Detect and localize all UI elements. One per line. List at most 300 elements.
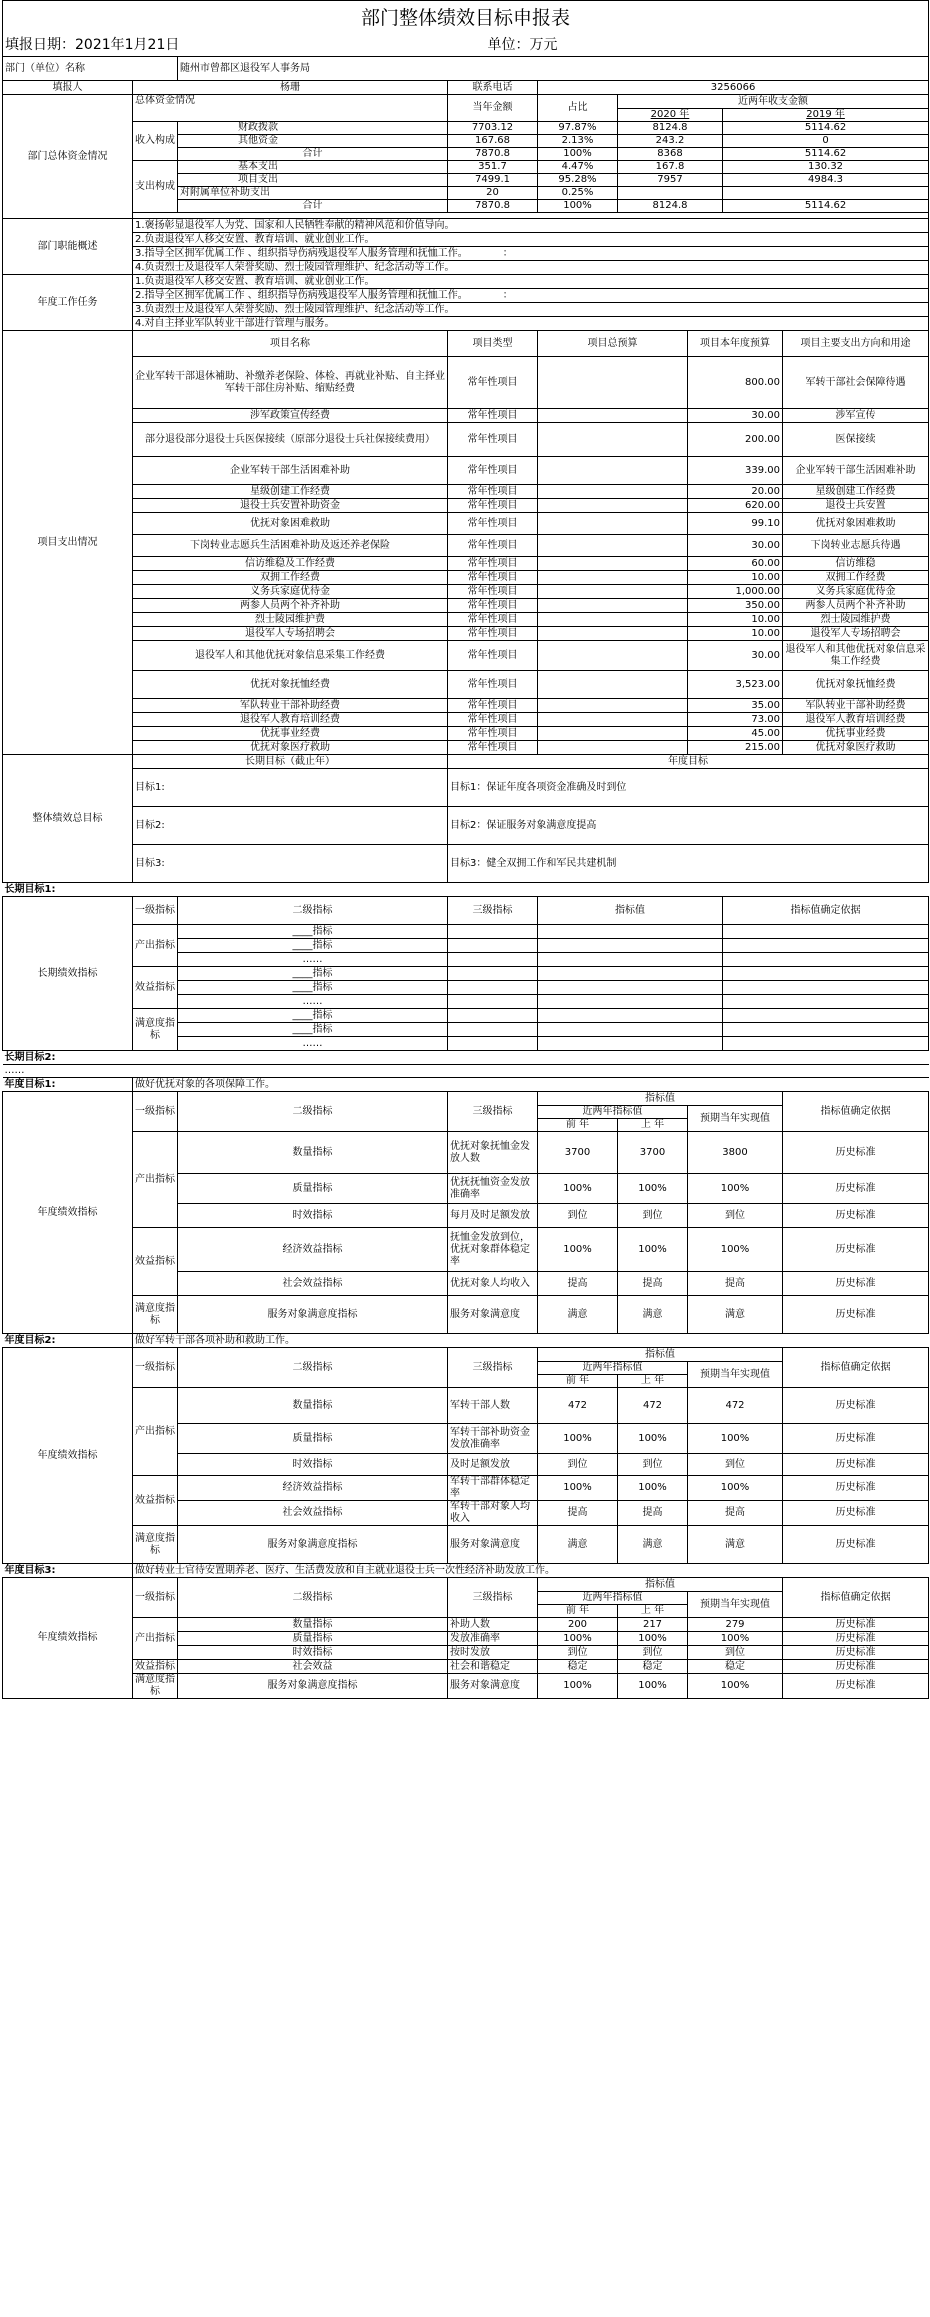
table-cell (538, 925, 723, 939)
duty-row (3, 233, 929, 247)
project-budget: 30.00 (688, 641, 783, 671)
an-level2: 社会效益指标 (178, 1501, 448, 1526)
project-total (538, 357, 688, 409)
project-use: 退役士兵安置 (783, 499, 929, 513)
overall-row (3, 769, 929, 807)
fund-item-name: 合计 (178, 148, 448, 161)
project-budget: 99.10 (688, 513, 783, 535)
an-prev: 100% (538, 1174, 618, 1204)
an-level2: 服务对象满意度指标 (178, 1526, 448, 1564)
an-prev: 100% (538, 1674, 618, 1699)
fund-2019: 5114.62 (723, 148, 929, 161)
an-h-val: 指标值 (538, 1092, 783, 1106)
lt-level2: ____指标 (178, 981, 448, 995)
an-level3: 抚恤金发放到位，优抚对象群体稳定率 (448, 1228, 538, 1272)
project-type: 常年性项目 (448, 499, 538, 513)
lt-row (3, 1009, 929, 1023)
an-level2: 时效指标 (178, 1646, 448, 1660)
fund-cur: 7870.8 (448, 148, 538, 161)
phone-value: 3256066 (538, 81, 929, 95)
project-use: 双拥工作经费 (783, 571, 929, 585)
project-use: 优抚事业经费 (783, 727, 929, 741)
project-row (3, 513, 929, 535)
lt-level2: ____指标 (178, 939, 448, 953)
an-basis: 历史标准 (783, 1476, 929, 1501)
fund-ratio: 100% (538, 148, 618, 161)
an-h-expect: 预期当年实现值 (688, 1592, 783, 1618)
an-level1: 满意度指标 (133, 1674, 178, 1699)
an-level3: 每月及时足额发放 (448, 1204, 538, 1228)
table-cell (723, 1009, 929, 1023)
table-cell (723, 1037, 929, 1051)
fund-2020: 7957 (618, 174, 723, 187)
longterm-title-2: 长期目标2: (3, 1051, 929, 1065)
table-row (3, 81, 929, 95)
report-table (2, 0, 929, 1699)
project-name: 部分退役部分退役士兵医保接续（原部分退役士兵社保接续费用） (133, 423, 448, 457)
table-row (3, 95, 929, 109)
an-h-recent: 近两年指标值 (538, 1106, 688, 1119)
project-row (3, 571, 929, 585)
project-row (3, 535, 929, 557)
an-expect: 稳定 (688, 1660, 783, 1674)
project-row (3, 741, 929, 755)
an-h-val: 指标值 (538, 1578, 783, 1592)
an-level1: 产出指标 (133, 1618, 178, 1660)
project-name: 星级创建工作经费 (133, 485, 448, 499)
an-h-prev: 前 年 (538, 1605, 618, 1618)
an-level3: 社会和谐稳定 (448, 1660, 538, 1674)
an-prev: 到位 (538, 1454, 618, 1476)
an-level3: 按时发放 (448, 1646, 538, 1660)
table-cell (723, 953, 929, 967)
fund-cur: 167.68 (448, 135, 538, 148)
an-h-l2: 二级指标 (178, 1348, 448, 1388)
fund-2019: 0 (723, 135, 929, 148)
project-row (3, 557, 929, 571)
project-name: 下岗转业志愿兵生活困难补助及返还养老保险 (133, 535, 448, 557)
fund-item-name: 财政拨款 (178, 122, 448, 135)
project-use: 义务兵家庭优待金 (783, 585, 929, 599)
an-last: 3700 (618, 1132, 688, 1174)
an-basis: 历史标准 (783, 1632, 929, 1646)
project-row (3, 627, 929, 641)
project-row (3, 457, 929, 485)
year-2019: 2019 年 (723, 109, 929, 122)
annual-title-row (3, 1078, 929, 1092)
fund-2019: 5114.62 (723, 122, 929, 135)
annual-row (3, 1476, 929, 1501)
an-expect: 100% (688, 1632, 783, 1646)
table-cell (538, 1037, 723, 1051)
an-h-l2: 二级指标 (178, 1092, 448, 1132)
annual-goal-desc: 做好优抚对象的各项保障工作。 (133, 1078, 929, 1092)
an-basis: 历史标准 (783, 1674, 929, 1699)
fund-cur: 7870.8 (448, 200, 538, 213)
project-row (3, 599, 929, 613)
overall-annual-header: 年度目标 (448, 755, 929, 769)
projects-label: 项目支出情况 (3, 331, 133, 755)
project-row (3, 699, 929, 713)
project-budget: 35.00 (688, 699, 783, 713)
lt-sat: 满意度指标 (133, 1009, 178, 1051)
an-prev: 满意 (538, 1526, 618, 1564)
project-type: 常年性项目 (448, 627, 538, 641)
proj-h-total: 项目总预算 (538, 331, 688, 357)
fund-2020: 243.2 (618, 135, 723, 148)
project-use: 退役军人教育培训经费 (783, 713, 929, 727)
an-last: 到位 (618, 1454, 688, 1476)
project-budget: 620.00 (688, 499, 783, 513)
longterm-dots: …… (3, 1065, 929, 1078)
an-level1: 效益指标 (133, 1476, 178, 1526)
an-prev: 稳定 (538, 1660, 618, 1674)
an-basis: 历史标准 (783, 1454, 929, 1476)
filler-label: 填报人 (3, 81, 133, 95)
overall-long-goal: 目标2: (133, 807, 448, 845)
an-h-l3: 三级指标 (448, 1348, 538, 1388)
funds-section-label: 部门总体资金情况 (3, 95, 133, 219)
project-type: 常年性项目 (448, 585, 538, 599)
an-expect: 100% (688, 1174, 783, 1204)
an-level1: 产出指标 (133, 1132, 178, 1228)
lt-row (3, 967, 929, 981)
project-total (538, 513, 688, 535)
project-name: 双拥工作经费 (133, 571, 448, 585)
table-row (3, 1065, 929, 1078)
project-name: 退役军人和其他优抚对象信息采集工作经费 (133, 641, 448, 671)
table-cell (448, 995, 538, 1009)
an-level2: 质量指标 (178, 1424, 448, 1454)
project-name: 军队转业干部补助经费 (133, 699, 448, 713)
lt-level2: …… (178, 1037, 448, 1051)
an-expect: 到位 (688, 1454, 783, 1476)
fund-item-name: 合计 (178, 200, 448, 213)
an-prev: 满意 (538, 1296, 618, 1334)
project-row (3, 423, 929, 457)
annual-label: 年度绩效指标 (3, 1578, 133, 1699)
project-total (538, 741, 688, 755)
an-h-l1: 一级指标 (133, 1578, 178, 1618)
lt-eff: 效益指标 (133, 967, 178, 1009)
fund-item-name: 项目支出 (178, 174, 448, 187)
longterm-title-1: 长期目标1: (3, 883, 929, 897)
an-level2: 质量指标 (178, 1632, 448, 1646)
fund-row (3, 122, 929, 135)
an-prev: 到位 (538, 1204, 618, 1228)
project-name: 优抚对象困难救助 (133, 513, 448, 535)
lt-out: 产出指标 (133, 925, 178, 967)
duties-label: 部门职能概述 (3, 219, 133, 275)
an-level3: 优抚对象抚恤金发放人数 (448, 1132, 538, 1174)
fund-ratio: 0.25% (538, 187, 618, 200)
an-basis: 历史标准 (783, 1296, 929, 1334)
an-basis: 历史标准 (783, 1132, 929, 1174)
project-use: 企业军转干部生活困难补助 (783, 457, 929, 485)
duty-item: 2.负责退役军人移交安置、教育培训、就业创业工作。 (133, 233, 929, 247)
fund-2019 (723, 187, 929, 200)
project-use: 退役军人和其他优抚对象信息采集工作经费 (783, 641, 929, 671)
annual-row (3, 1132, 929, 1174)
an-level3: 军转干部补助资金发放准确率 (448, 1424, 538, 1454)
annual-row (3, 1228, 929, 1272)
an-level3: 发放准确率 (448, 1632, 538, 1646)
tasks-label: 年度工作任务 (3, 275, 133, 331)
project-budget: 3,523.00 (688, 671, 783, 699)
project-budget: 800.00 (688, 357, 783, 409)
longterm-label: 长期绩效指标 (3, 897, 133, 1051)
an-last: 100% (618, 1476, 688, 1501)
project-use: 医保接续 (783, 423, 929, 457)
income-label: 收入构成 (133, 122, 178, 161)
an-h-recent: 近两年指标值 (538, 1362, 688, 1375)
project-type: 常年性项目 (448, 557, 538, 571)
an-level3: 军转干部人数 (448, 1388, 538, 1424)
an-basis: 历史标准 (783, 1204, 929, 1228)
project-row (3, 613, 929, 627)
annual-row (3, 1618, 929, 1632)
fund-ratio: 95.28% (538, 174, 618, 187)
project-use: 优抚对象医疗救助 (783, 741, 929, 755)
project-budget: 73.00 (688, 713, 783, 727)
project-type: 常年性项目 (448, 485, 538, 499)
an-level3: 服务对象满意度 (448, 1526, 538, 1564)
project-name: 优抚对象医疗救助 (133, 741, 448, 755)
fund-ratio: 2.13% (538, 135, 618, 148)
table-cell (723, 995, 929, 1009)
an-last: 100% (618, 1674, 688, 1699)
project-total (538, 599, 688, 613)
fund-2020 (618, 187, 723, 200)
overall-annual-goal: 目标1：保证年度各项资金准确及时到位 (448, 769, 929, 807)
fund-item-name: 对附属单位补助支出 (178, 187, 448, 200)
fund-2020: 8124.8 (618, 200, 723, 213)
an-last: 100% (618, 1632, 688, 1646)
an-h-l1: 一级指标 (133, 1092, 178, 1132)
project-total (538, 485, 688, 499)
project-type: 常年性项目 (448, 641, 538, 671)
project-total (538, 699, 688, 713)
an-expect: 100% (688, 1674, 783, 1699)
an-prev: 3700 (538, 1132, 618, 1174)
fund-ratio: 100% (538, 200, 618, 213)
an-h-l2: 二级指标 (178, 1578, 448, 1618)
table-cell (723, 1023, 929, 1037)
an-level2: 经济效益指标 (178, 1228, 448, 1272)
project-budget: 10.00 (688, 627, 783, 641)
project-budget: 215.00 (688, 741, 783, 755)
an-h-last: 上 年 (618, 1375, 688, 1388)
fund-2020: 8124.8 (618, 122, 723, 135)
annual-goal-title: 年度目标2: (3, 1334, 133, 1348)
duty-item: 1.褒扬彰显退役军人为党、国家和人民牺牲奉献的精神风范和价值导向。 (133, 219, 929, 233)
project-row (3, 499, 929, 513)
project-budget: 339.00 (688, 457, 783, 485)
overall-long-header: 长期目标（截止年） (133, 755, 448, 769)
an-prev: 472 (538, 1388, 618, 1424)
table-row (3, 897, 929, 925)
an-basis: 历史标准 (783, 1228, 929, 1272)
overall-row (3, 845, 929, 883)
fund-item-name: 基本支出 (178, 161, 448, 174)
fund-cur: 20 (448, 187, 538, 200)
project-row (3, 641, 929, 671)
an-prev: 提高 (538, 1501, 618, 1526)
table-cell (448, 981, 538, 995)
project-total (538, 571, 688, 585)
table-cell (723, 939, 929, 953)
fund-cur: 351.7 (448, 161, 538, 174)
project-type: 常年性项目 (448, 727, 538, 741)
annual-title-row (3, 1564, 929, 1578)
project-use: 两参人员两个补齐补助 (783, 599, 929, 613)
funds-recent-header: 近两年收支金额 (618, 95, 929, 109)
project-total (538, 409, 688, 423)
an-expect: 100% (688, 1424, 783, 1454)
funds-ratio-header: 占比 (538, 95, 618, 122)
project-row (3, 671, 929, 699)
overall-annual-goal: 目标3：健全双拥工作和军民共建机制 (448, 845, 929, 883)
project-budget: 1,000.00 (688, 585, 783, 599)
an-prev: 100% (538, 1476, 618, 1501)
an-level1: 效益指标 (133, 1228, 178, 1296)
an-last: 到位 (618, 1646, 688, 1660)
an-level2: 质量指标 (178, 1174, 448, 1204)
table-cell (448, 1009, 538, 1023)
an-h-expect: 预期当年实现值 (688, 1362, 783, 1388)
table-row (3, 883, 929, 897)
an-prev: 200 (538, 1618, 618, 1632)
proj-h-type: 项目类型 (448, 331, 538, 357)
project-name: 退役军人专场招聘会 (133, 627, 448, 641)
table-row (3, 35, 929, 57)
funds-cur-header: 当年金额 (448, 95, 538, 122)
fund-ratio: 97.87% (538, 122, 618, 135)
an-basis: 历史标准 (783, 1526, 929, 1564)
project-budget: 30.00 (688, 409, 783, 423)
an-h-val: 指标值 (538, 1348, 783, 1362)
task-row (3, 289, 929, 303)
an-h-recent: 近两年指标值 (538, 1592, 688, 1605)
project-total (538, 671, 688, 699)
an-h-prev: 前 年 (538, 1375, 618, 1388)
table-cell (448, 939, 538, 953)
an-h-l3: 三级指标 (448, 1092, 538, 1132)
table-row (3, 1092, 929, 1106)
an-level2: 服务对象满意度指标 (178, 1674, 448, 1699)
project-type: 常年性项目 (448, 457, 538, 485)
an-level1: 产出指标 (133, 1388, 178, 1476)
table-row (3, 1051, 929, 1065)
an-last: 提高 (618, 1272, 688, 1296)
an-level3: 优抚对象人均收入 (448, 1272, 538, 1296)
project-type: 常年性项目 (448, 535, 538, 557)
expend-label: 支出构成 (133, 161, 178, 213)
table-cell (448, 925, 538, 939)
filler-name: 杨珊 (133, 81, 448, 95)
an-expect: 3800 (688, 1132, 783, 1174)
an-h-l1: 一级指标 (133, 1348, 178, 1388)
fund-cur: 7703.12 (448, 122, 538, 135)
annual-goal-title: 年度目标3: (3, 1564, 133, 1578)
annual-goal-title: 年度目标1: (3, 1078, 133, 1092)
an-level3: 服务对象满意度 (448, 1674, 538, 1699)
annual-row (3, 1296, 929, 1334)
task-item: 1.负责退役军人移交安置、教育培训、就业创业工作。 (133, 275, 929, 289)
an-h-basis: 指标值确定依据 (783, 1578, 929, 1618)
fund-2019: 130.32 (723, 161, 929, 174)
an-h-l3: 三级指标 (448, 1578, 538, 1618)
project-type: 常年性项目 (448, 671, 538, 699)
project-total (538, 557, 688, 571)
an-level1: 满意度指标 (133, 1296, 178, 1334)
project-row (3, 713, 929, 727)
project-use: 退役军人专场招聘会 (783, 627, 929, 641)
an-basis: 历史标准 (783, 1646, 929, 1660)
lt-level2: ____指标 (178, 1009, 448, 1023)
project-budget: 30.00 (688, 535, 783, 557)
fund-item-name: 其他资金 (178, 135, 448, 148)
an-expect: 满意 (688, 1526, 783, 1564)
table-cell (538, 981, 723, 995)
lt-level2: ____指标 (178, 925, 448, 939)
an-last: 满意 (618, 1296, 688, 1334)
project-name: 优抚对象抚恤经费 (133, 671, 448, 699)
overall-label: 整体绩效总目标 (3, 755, 133, 883)
project-total (538, 535, 688, 557)
lt-h-basis: 指标值确定依据 (723, 897, 929, 925)
an-prev: 到位 (538, 1646, 618, 1660)
task-row (3, 275, 929, 289)
an-last: 满意 (618, 1526, 688, 1564)
an-last: 到位 (618, 1204, 688, 1228)
project-budget: 20.00 (688, 485, 783, 499)
annual-goal-desc: 做好军转干部各项补助和救助工作。 (133, 1334, 929, 1348)
duty-row (3, 219, 929, 233)
annual-row (3, 1388, 929, 1424)
task-item: 4.对自主择业军队转业干部进行管理与服务。 (133, 317, 929, 331)
table-cell (538, 1009, 723, 1023)
an-expect: 到位 (688, 1646, 783, 1660)
dept-label: 部门（单位）名称 (3, 57, 178, 81)
an-level3: 补助人数 (448, 1618, 538, 1632)
an-basis: 历史标准 (783, 1388, 929, 1424)
duty-item: 4.负责烈士及退役军人荣誉奖励、烈士陵园管理维护、纪念活动等工作。 (133, 261, 929, 275)
project-total (538, 499, 688, 513)
annual-row (3, 1660, 929, 1674)
project-total (538, 423, 688, 457)
an-h-last: 上 年 (618, 1119, 688, 1132)
an-h-last: 上 年 (618, 1605, 688, 1618)
project-name: 退役军人教育培训经费 (133, 713, 448, 727)
an-basis: 历史标准 (783, 1618, 929, 1632)
project-type: 常年性项目 (448, 613, 538, 627)
table-cell (538, 1023, 723, 1037)
annual-label: 年度绩效指标 (3, 1348, 133, 1564)
project-use: 星级创建工作经费 (783, 485, 929, 499)
fund-2020: 8368 (618, 148, 723, 161)
task-item: 2.指导全区拥军优属工作 、组织指导伤病残退役军人服务管理和抚恤工作。 ： (133, 289, 929, 303)
an-last: 100% (618, 1174, 688, 1204)
lt-h-l1: 一级指标 (133, 897, 178, 925)
duty-row (3, 261, 929, 275)
fund-cur: 7499.1 (448, 174, 538, 187)
project-total (538, 585, 688, 599)
table-row (3, 755, 929, 769)
lt-level2: ____指标 (178, 1023, 448, 1037)
task-row (3, 317, 929, 331)
task-row (3, 303, 929, 317)
